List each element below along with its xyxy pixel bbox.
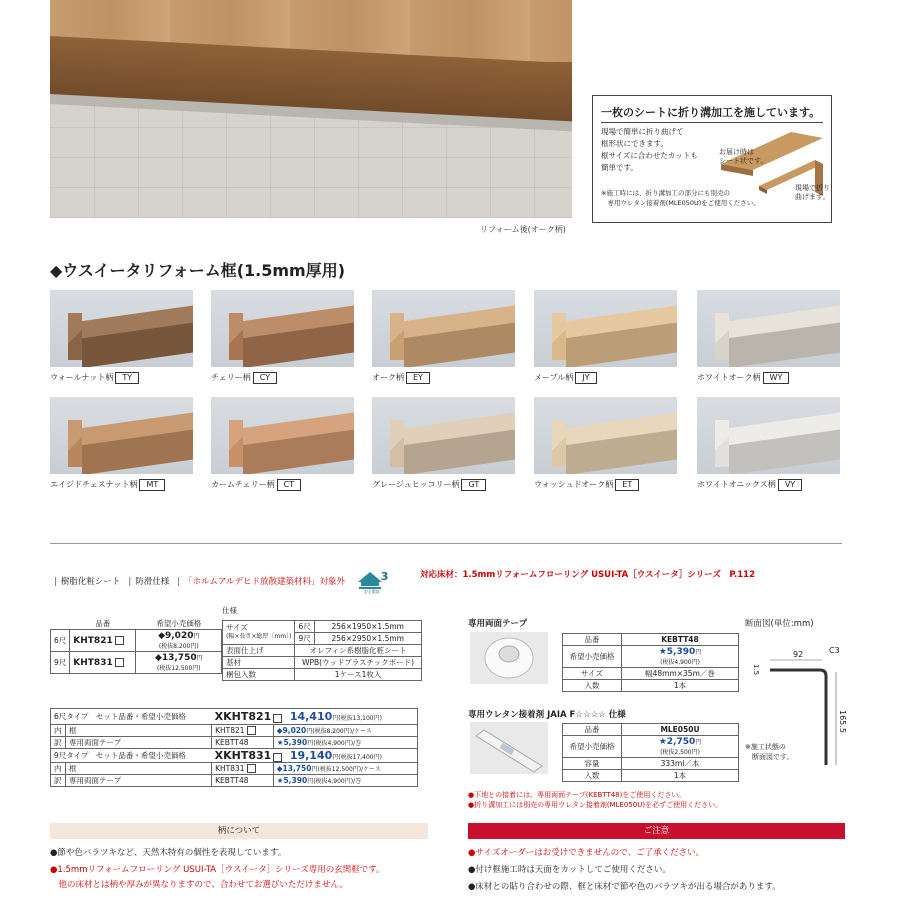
right-notes: ●下地との接着には、専用両面テープ(KEBTT48)をご使用ください。 ●折り溝加工には別売の専用ウレタン接着剤(MLE050U)を必ずご使用ください。 (468, 791, 723, 809)
feature-row: | 樹脂化粧シート | 防滑仕様 | 「ホルムアルデヒド放散建築材料」対象外 3 安全環境 (50, 568, 396, 594)
swatch-label: ウォールナット柄 TY (50, 372, 139, 384)
adhesive-photo (470, 722, 548, 774)
swatch-edge (229, 420, 243, 467)
swatch-6 (211, 397, 354, 474)
swatch-label: ホワイトオニックス柄 VY (697, 479, 802, 491)
product-code: KHT821 (70, 630, 136, 652)
fold-info-note: ※施工時には、折り溝加工の部分にも別売の 専用ウレタン接着剤(MLE050U)をご使用ください。 (601, 189, 760, 207)
checkbox-icon (273, 753, 282, 762)
swatch-edge (68, 420, 82, 467)
swatch-edge (390, 313, 404, 360)
caution-line1: ●サイズオーダーはお受けできませんので、ご了承ください。 (468, 848, 705, 858)
fold-info-title: 一枚のシートに折り溝加工を施しています。 (601, 106, 821, 119)
spec-table: サイズ (幅×長さ×総厚〔mm〕) 6尺 256×1950×1.5mm 9尺 256×2950×1.5mm 表面仕上げ オレフィン系樹脂化粧シート 基材 WPB(ウッドプラスチックボード) 梱包入数 1ケース1枚入 (222, 620, 422, 681)
caution-title: ご注意 (468, 823, 845, 839)
swatch-label: ウォッシュドオーク柄 ET (534, 479, 639, 491)
swatch-label: カームチェリー柄 CT (211, 479, 301, 491)
swatch-2 (372, 290, 515, 367)
product-price: ◆13,750円 (税抜12,500円) (136, 652, 222, 674)
eco-badge-icon (356, 568, 392, 594)
dim-height: 165.5 (838, 710, 847, 733)
swatch-3 (534, 290, 677, 367)
dim-thickness: 1.5 (752, 664, 760, 676)
swatch-7 (372, 397, 515, 474)
swatch-5 (50, 397, 193, 474)
checkbox-icon (247, 726, 256, 735)
section-diagram-note: ※施工状態の 断面図です。 (745, 743, 794, 761)
swatch-1 (211, 290, 354, 367)
feature-anti-slip: 防滑仕様 (135, 576, 170, 587)
swatch-label: エイジドチェスナット柄 MT (50, 479, 165, 491)
swatch-8 (534, 397, 677, 474)
swatch-4 (697, 290, 840, 367)
spec-title: 仕様 (222, 606, 237, 615)
product-code: KHT831 (70, 652, 136, 674)
col-code: 品番 (70, 618, 136, 630)
product-table (50, 618, 222, 674)
swatch-9 (697, 397, 840, 474)
fold-info-box (592, 95, 832, 223)
checkbox-icon (273, 714, 282, 723)
checkbox-icon (115, 658, 124, 667)
feature-resin-sheet: 樹脂化粧シート (60, 576, 121, 587)
tape-photo (470, 632, 548, 684)
swatch-label: オーク柄 EY (372, 372, 430, 384)
delivery-label: お届け時は シート状です。 (719, 148, 768, 165)
divider (50, 543, 842, 544)
about-pattern-line2: ●1.5mmリフォームフローリング USUI-TA［ウスイータ］シリーズ専用の玄関框です。 (50, 865, 385, 875)
hero-photo (50, 0, 572, 218)
caution-line3: ●床材との貼り合わせの際、框と床材で節や色のバラツキが出る場合があります。 (468, 882, 781, 892)
about-pattern-line3: 他の床材とは柄や厚みが異なりますので、合わせてお選びいただけません。 (50, 880, 348, 890)
fold-label: 現場で折り 曲げます。 (795, 184, 830, 201)
compatible-floor: 対応床材：1.5mmリフォームフローリング USUI-TA［ウスイータ］シリーズ P.112 (420, 570, 756, 580)
swatch-edge (229, 313, 243, 360)
size-9: 9尺 (51, 652, 70, 674)
section-title: ◆ウスイータリフォーム框(1.5mm厚用) (50, 261, 346, 280)
tape-title: 専用両面テープ (468, 619, 528, 629)
about-pattern-title: 柄について (50, 823, 428, 839)
swatch-edge (390, 420, 404, 467)
checkbox-icon (115, 636, 124, 645)
swatch-edge (715, 313, 729, 360)
section-diagram-title: 断面図(単位:mm) (745, 619, 814, 629)
tape-table: 品番 KEBTT48 希望小売価格 ★5,390円 (税抜4,900円) サイズ 幅48mm×35m／巻 入数 1本 (562, 633, 739, 692)
adhesive-table: 品番 MLE050U 希望小売価格 ★2,750円 (税抜2,500円) 容量 333ml／本 入数 1本 (562, 723, 739, 782)
eco-number: 3 (380, 570, 389, 583)
swatch-label: グレージュヒッコリー柄 GT (372, 479, 486, 491)
swatch-label: ホワイトオーク柄 WY (697, 372, 789, 384)
size-6: 6尺 (51, 630, 70, 652)
fold-info-body: 現場で簡単に折り曲げて 框形状にできます。 框サイズに合わせたカットも 簡単です。 (601, 127, 698, 172)
col-price: 希望小売価格 (136, 618, 222, 630)
set-table: 6尺タイプ セット品番・希望小売価格 XKHT821 14,410円(税抜13,100円) 内 框 KHT821 ◆9,020円(税抜8,200円)/ケース 訳 専用両面テープ KEBTT48 ★5,390円(税抜4,900円)/巻 9尺タイプ セット品番・希望小売価格 XKHT831 19,140円(税抜17,400円) 内 框 KHT831 ◆13,750円(税抜12,500円)/ケース 訳 専用両面テープ KEBTT48 ★5,390円(税抜4,900円)/巻 (50, 708, 418, 787)
feature-formaldehyde: 「ホルムアルデヒド放散建築材料」対象外 (184, 576, 345, 587)
checkbox-icon (247, 764, 256, 773)
swatch-0 (50, 290, 193, 367)
swatch-edge (68, 313, 82, 360)
dim-top: 92 (793, 650, 804, 659)
product-price: ◆9,020円 (税抜8,200円) (136, 630, 222, 652)
dim-c: C3 (829, 646, 840, 655)
swatch-label: チェリー柄 CY (211, 372, 277, 384)
swatch-label: メープル柄 JY (534, 372, 597, 384)
swatch-edge (552, 313, 566, 360)
adhesive-title: 専用ウレタン接着剤 JAIA F☆☆☆☆ 仕様 (468, 710, 626, 720)
swatch-edge (715, 420, 729, 467)
photo-caption: リフォーム後(オーク柄) (480, 225, 566, 234)
eco-caption: 安全環境 (363, 589, 380, 594)
swatch-edge (552, 420, 566, 467)
about-pattern-line1: ●節や色バラツキなど、天然木特有の個性を表現しています。 (50, 848, 287, 858)
caution-line2: ●付け框施工時は天面をカットしてご使用ください。 (468, 865, 671, 875)
